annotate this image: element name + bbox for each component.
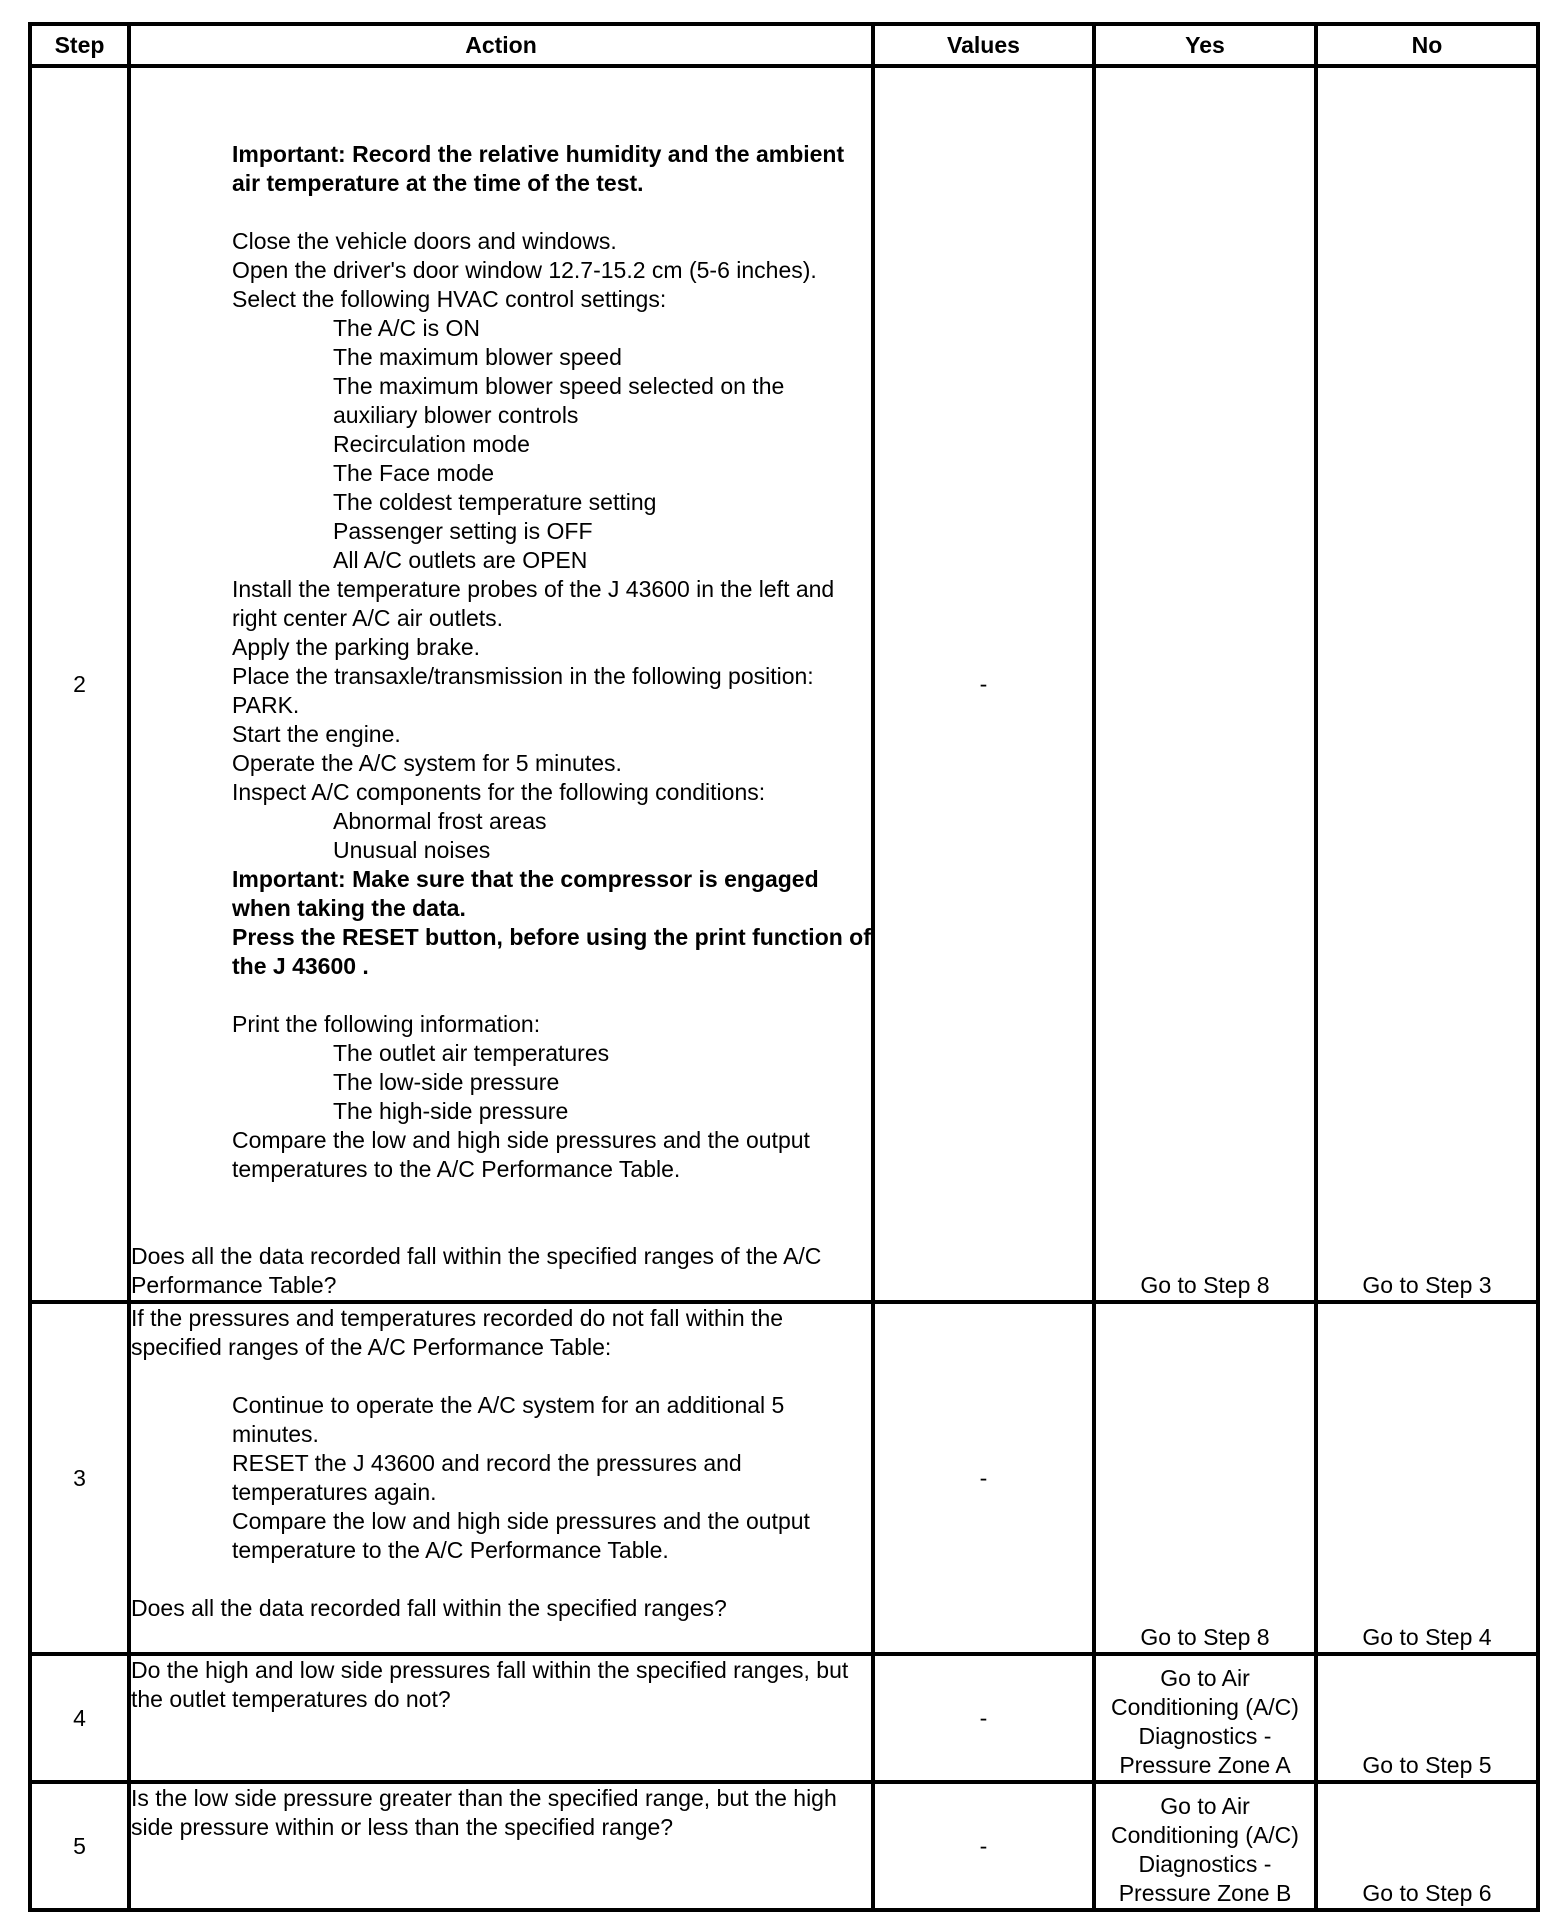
action-step: Place the transaxle/transmission in the following position: PARK. — [232, 663, 821, 718]
no-result: Go to Step 3 — [1316, 66, 1538, 1302]
table-row — [30, 66, 1538, 1302]
yes-result: Go to Air Conditioning (A/C) Diagnostics - Pressure Zone A — [1094, 1654, 1316, 1782]
action-step: Operate the A/C system for 5 minutes. — [232, 750, 622, 776]
step-number: 5 — [30, 1782, 129, 1910]
hvac-setting: The maximum blower speed selected on the auxiliary blower controls — [333, 373, 791, 428]
table-row — [30, 1302, 1538, 1654]
header-no: No — [1316, 24, 1538, 66]
action-step: RESET the J 43600 and record the pressures and temperatures again. — [232, 1450, 749, 1505]
yes-result: Go to Step 8 — [1094, 66, 1316, 1302]
action-step: Install the temperature probes of the J 43600 in the left and right center A/C air outlets. — [232, 576, 841, 631]
action-step: Inspect A/C components for the following conditions: — [232, 779, 766, 805]
action-cell — [129, 1782, 873, 1910]
header-values: Values — [873, 24, 1094, 66]
values-cell: - — [873, 1302, 1094, 1654]
yes-result: Go to Air Conditioning (A/C) Diagnostics - Pressure Zone B — [1094, 1782, 1316, 1910]
hvac-setting: The maximum blower speed — [333, 344, 622, 370]
step-number: 3 — [30, 1302, 129, 1654]
action-step: Compare the low and high side pressures and the output temperatures to the A/C Performance Table. — [232, 1127, 817, 1182]
step-question: Does all the data recorded fall within the specified ranges of the A/C Performance Table? — [131, 1243, 828, 1298]
important-note: Important: Record the relative humidity and the ambient air temperature at the time of the test. — [232, 141, 851, 196]
header-yes: Yes — [1094, 24, 1316, 66]
action-step: Open the driver's door window 12.7-15.2 cm (5-6 inches). — [232, 257, 817, 283]
step-question: Is the low side pressure greater than the specified range, but the high side pressure within or less than the specified range? — [131, 1785, 844, 1840]
no-result: Go to Step 4 — [1316, 1302, 1538, 1654]
action-step: Apply the parking brake. — [232, 634, 481, 660]
action-step: Close the vehicle doors and windows. — [232, 228, 617, 254]
no-result: Go to Step 5 — [1316, 1654, 1538, 1782]
print-item: The outlet air temperatures — [333, 1040, 610, 1066]
print-item: The low-side pressure — [333, 1069, 560, 1095]
hvac-setting: All A/C outlets are OPEN — [333, 547, 588, 573]
values-cell: - — [873, 1782, 1094, 1910]
hvac-setting: Passenger setting is OFF — [333, 518, 593, 544]
step-number: 2 — [30, 66, 129, 1302]
hvac-setting: The coldest temperature setting — [333, 489, 657, 515]
inspection-condition: Abnormal frost areas — [333, 808, 547, 834]
step-question: Does all the data recorded fall within the specified ranges? — [131, 1595, 727, 1621]
header-action: Action — [129, 24, 873, 66]
action-step: Select the following HVAC control settings: — [232, 286, 667, 312]
table-header-row — [30, 24, 1538, 66]
yes-result: Go to Step 8 — [1094, 1302, 1316, 1654]
action-step: Start the engine. — [232, 721, 401, 747]
step-question: Do the high and low side pressures fall within the specified ranges, but the outlet temperatures do not? — [131, 1657, 855, 1712]
document-page — [28, 22, 1536, 1912]
hvac-setting: Recirculation mode — [333, 431, 530, 457]
values-cell: - — [873, 66, 1094, 1302]
action-step: Compare the low and high side pressures and the output temperature to the A/C Performance Table. — [232, 1508, 817, 1563]
hvac-setting: The Face mode — [333, 460, 495, 486]
inspection-condition: Unusual noises — [333, 837, 491, 863]
print-item: The high-side pressure — [333, 1098, 569, 1124]
action-cell — [129, 66, 878, 1302]
table-row — [30, 1782, 1538, 1910]
action-step: Print the following information: — [232, 1011, 541, 1037]
action-cell — [129, 1302, 873, 1654]
values-cell: - — [873, 1654, 1094, 1782]
table-row — [30, 1654, 1538, 1782]
important-note: Important: Make sure that the compressor is engaged when taking the data. — [232, 866, 826, 921]
action-cell — [129, 1654, 873, 1782]
hvac-setting: The A/C is ON — [333, 315, 480, 341]
step-intro: If the pressures and temperatures recorded do not fall within the specified ranges of the A/C Performance Table: — [131, 1305, 790, 1360]
step-number: 4 — [30, 1654, 129, 1782]
action-step: Continue to operate the A/C system for an additional 5 minutes. — [232, 1392, 791, 1447]
no-result: Go to Step 6 — [1316, 1782, 1538, 1910]
important-note: Press the RESET button, before using the print function of the J 43600 . — [232, 924, 878, 979]
diagnostic-table — [28, 22, 1540, 1912]
header-step: Step — [30, 24, 129, 66]
